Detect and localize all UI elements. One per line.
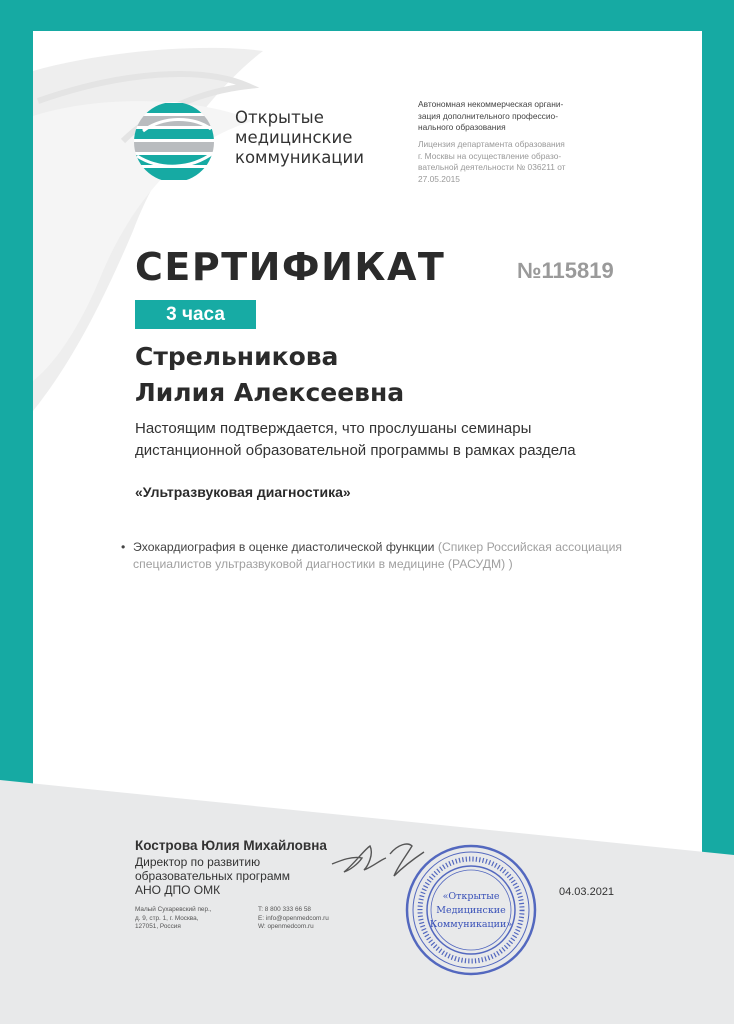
section-title: «Ультразвуковая диагностика» — [135, 484, 351, 500]
logo-line: медицинские — [235, 128, 353, 147]
confirmation-text — [135, 418, 675, 462]
footer-band — [0, 760, 734, 1024]
certificate-title: СЕРТИФИКАТ — [135, 245, 446, 289]
stamp-seal — [403, 842, 539, 978]
stamp-line: Коммуникации» — [429, 919, 513, 930]
role-line: Директор по развитию — [135, 855, 261, 869]
topic-speaker: (Спикер Российская ассоциация — [437, 540, 623, 554]
contact-web: W: openmedcom.ru — [258, 923, 314, 930]
intro-line: Настоящим подтверждается, что прослушаны семинары — [135, 420, 532, 437]
list-item — [121, 539, 678, 573]
intro-line: дистанционной образовательной программы в рамках раздела — [135, 442, 576, 459]
role-line: образовательных программ — [135, 869, 290, 883]
postal-address — [135, 906, 212, 932]
signer-role — [135, 855, 290, 897]
logo-line: Открытые — [235, 108, 324, 127]
license-info — [418, 139, 608, 185]
recipient-surname: Стрельникова — [135, 342, 339, 371]
logo-line: коммуникации — [235, 148, 364, 167]
org-line: Автономная некоммерческая органи- — [418, 99, 564, 109]
stamp-line: Медицинские — [436, 905, 506, 916]
contact-email: E: info@openmedcom.ru — [258, 914, 329, 922]
issue-date: 04.03.2021 — [559, 886, 615, 898]
organization-description — [418, 99, 608, 134]
license-line: Лицензия департамента образования — [418, 139, 565, 149]
logo-wordmark — [235, 108, 364, 168]
contact-phone: T: 8 800 333 66 58 — [258, 906, 311, 913]
license-line: вательной деятельности № 036211 от — [418, 162, 566, 172]
recipient-given-name: Лилия Алексеевна — [135, 378, 405, 407]
topic-title: Эхокардиография в оценке диастолической функции — [133, 540, 435, 554]
address-line: д. 9, стр. 1, г. Москва, — [135, 914, 199, 922]
bullet-icon: • — [121, 540, 126, 554]
hours-badge: 3 часа — [135, 300, 256, 329]
address-line: 127051, Россия — [135, 923, 181, 930]
license-line: 27.05.2015 — [418, 173, 460, 184]
address-line: Малый Сухаревский пер., — [135, 906, 212, 913]
signer-name: Кострова Юлия Михайловна — [135, 838, 327, 853]
topic-speaker-cont: специалистов ультразвуковой диагностики в медицине (РАСУДМ) ) — [133, 557, 513, 571]
license-line: г. Москвы на осуществление образо- — [418, 150, 562, 161]
org-line: зация дополнительного профессио- — [418, 110, 558, 121]
globe-logo-icon — [133, 101, 215, 183]
contact-info — [258, 906, 329, 932]
role-line: АНО ДПО ОМК — [135, 883, 221, 897]
certificate-number: №115819 — [517, 258, 614, 283]
recipient-name — [135, 339, 404, 411]
org-line: нального образования — [418, 122, 506, 132]
stamp-line: «Открытые — [442, 891, 500, 902]
